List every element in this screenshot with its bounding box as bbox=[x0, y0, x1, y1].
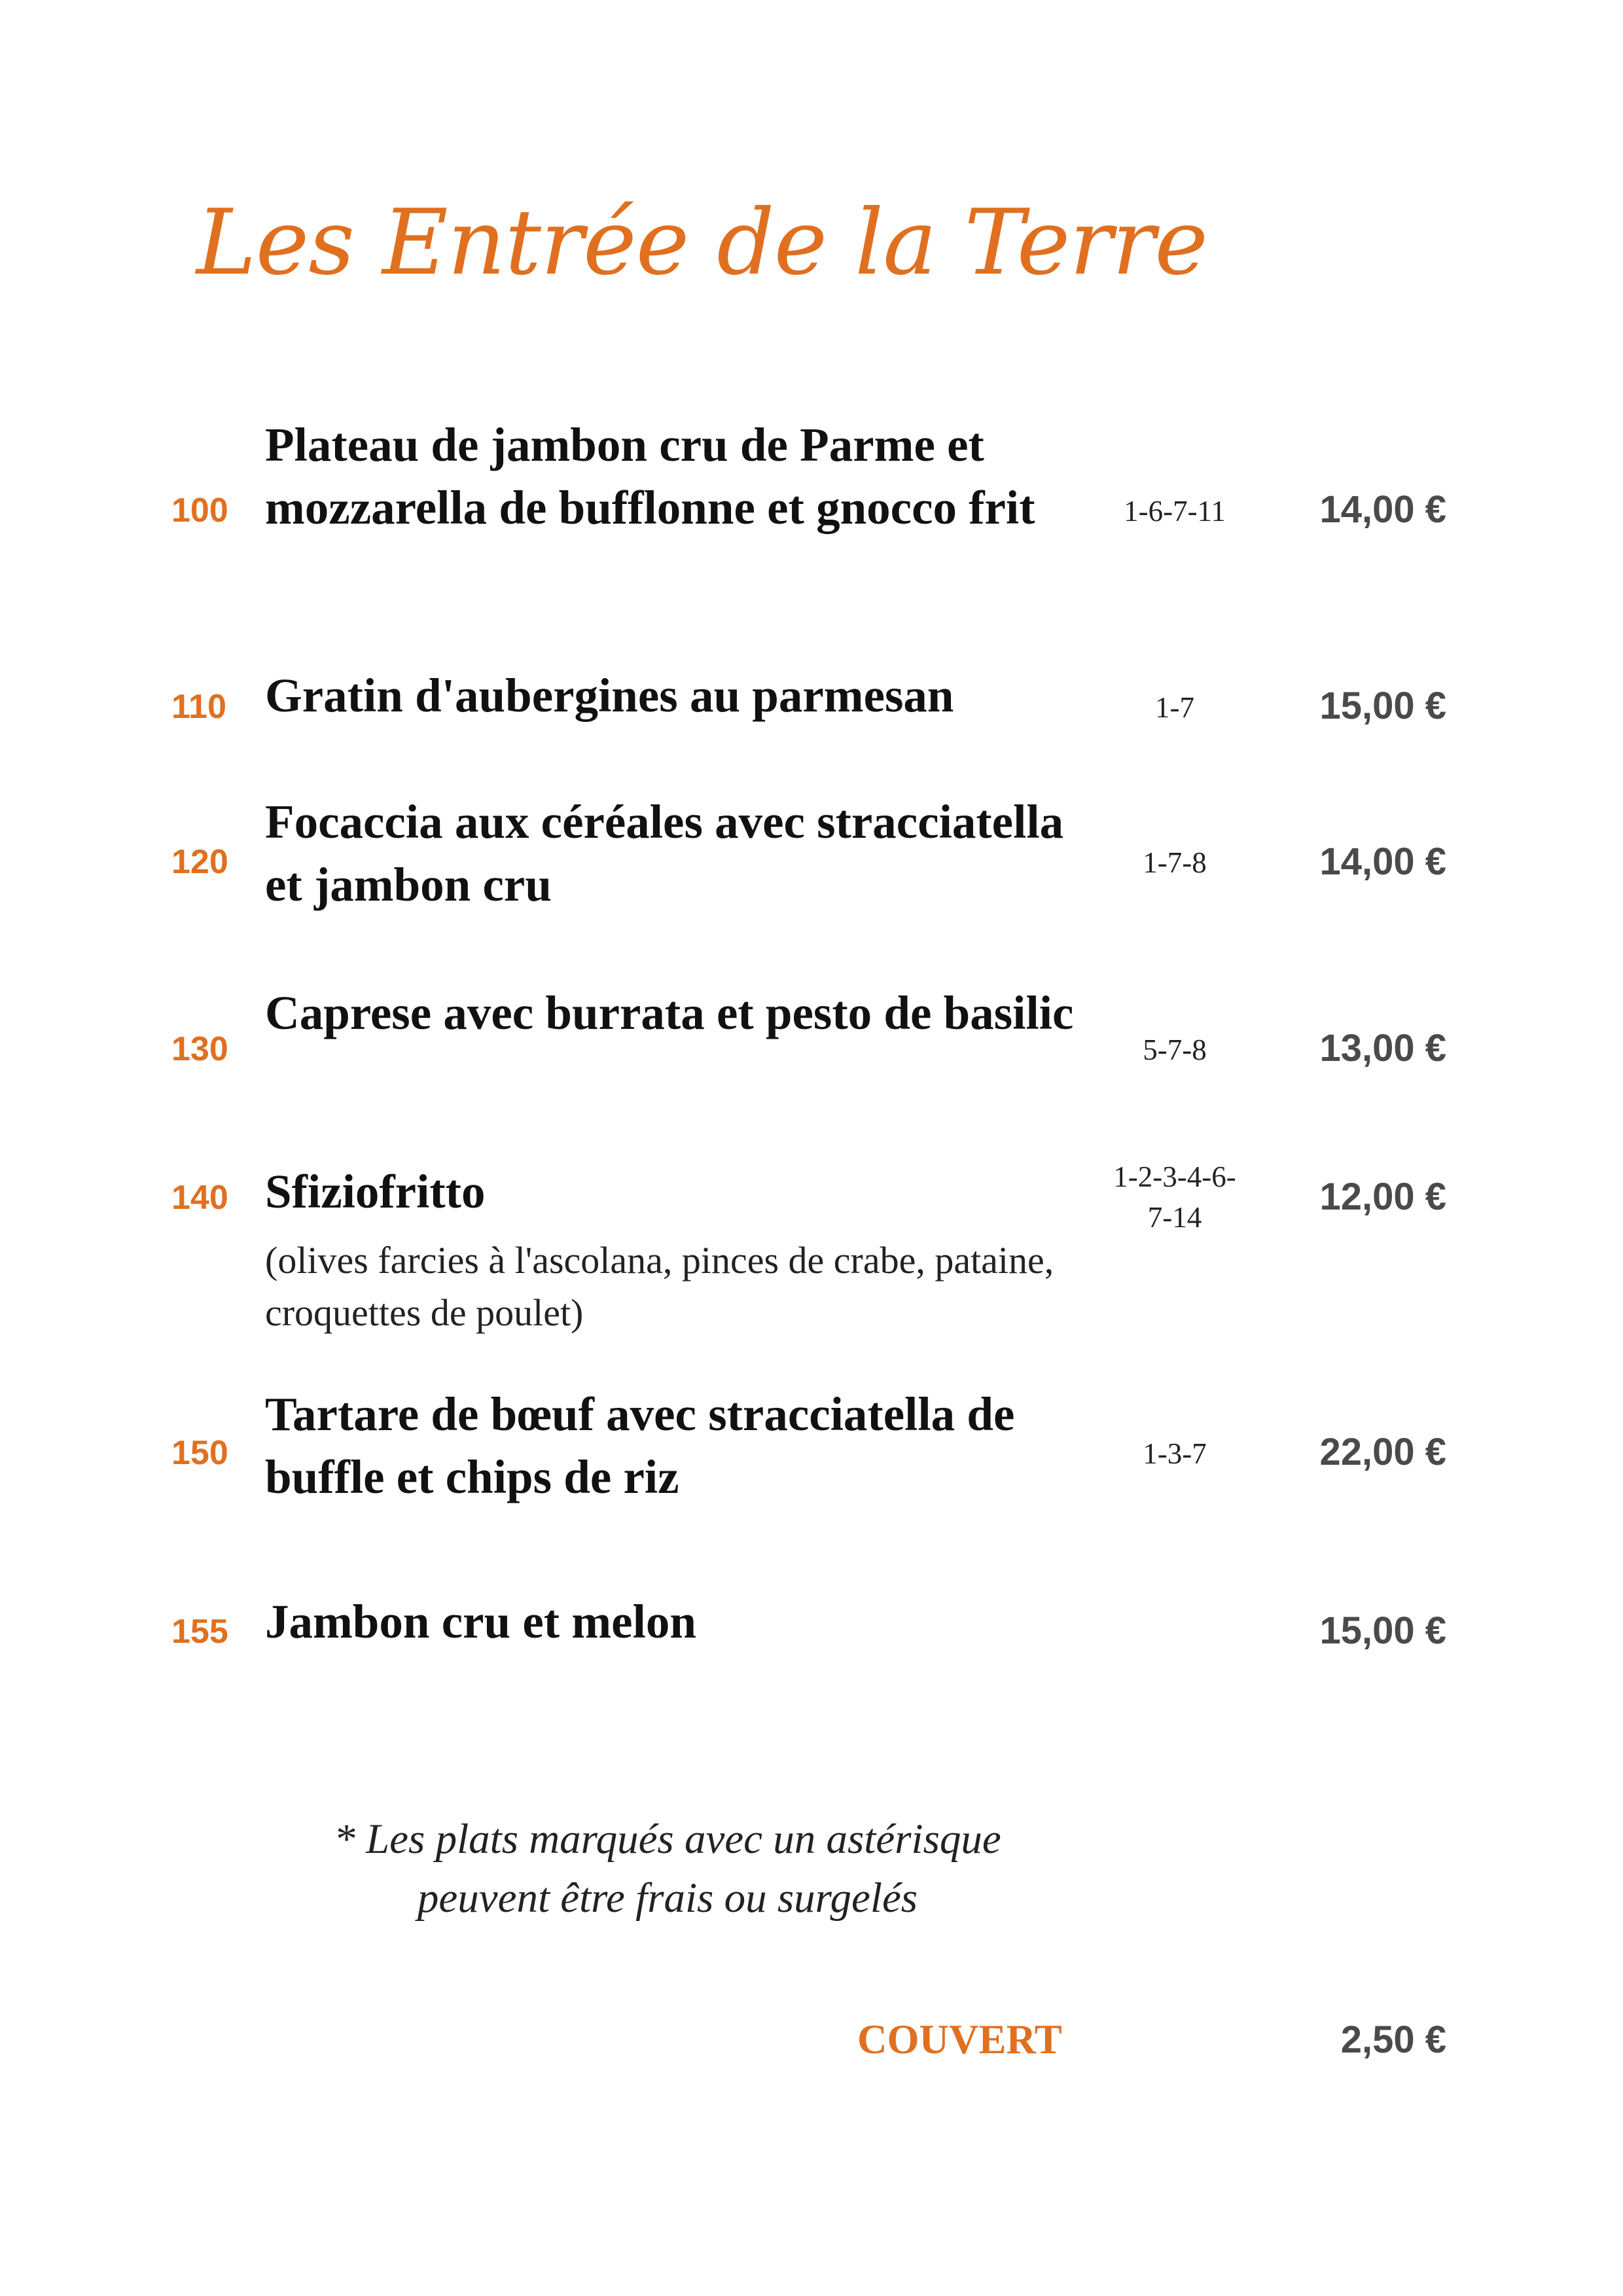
item-price: 13,00 € bbox=[1319, 1027, 1446, 1069]
item-price: 14,00 € bbox=[1319, 488, 1446, 531]
item-name: Sfiziofritto bbox=[265, 1165, 486, 1218]
item-price: 12,00 € bbox=[1319, 1175, 1446, 1218]
item-price: 14,00 € bbox=[1319, 840, 1446, 883]
couvert-price: 2,50 € bbox=[1340, 2018, 1446, 2061]
item-code: 100 bbox=[171, 492, 228, 529]
couvert-label: COUVERT bbox=[857, 2017, 1062, 2062]
item-code: 155 bbox=[171, 1613, 228, 1651]
item-name: Focaccia aux céréales avec stracciatella et jambon cru bbox=[265, 795, 1064, 911]
item-code: 140 bbox=[171, 1179, 228, 1217]
item-description: (olives farcies à l'ascolana, pinces de crabe, pataine, croquettes de poulet) bbox=[265, 1239, 1054, 1334]
page-title: Les Entrée de la Terre bbox=[196, 190, 1207, 295]
note-line: * Les plats marqués avec un astérisque bbox=[334, 1816, 1001, 1863]
item-code: 150 bbox=[171, 1434, 228, 1472]
item-name: Jambon cru et melon bbox=[265, 1595, 696, 1648]
item-name: Plateau de jambon cru de Parme et mozzarella de bufflonne et gnocco frit bbox=[265, 418, 1035, 534]
item-allergens: 1-7 bbox=[1155, 691, 1194, 724]
item-allergens: 1-6-7-11 bbox=[1124, 495, 1226, 528]
item-allergens: 1-7-8 bbox=[1143, 846, 1207, 879]
item-allergens: 1-3-7 bbox=[1143, 1437, 1207, 1470]
item-name: Gratin d'aubergines au parmesan bbox=[265, 669, 954, 722]
item-name: Caprese avec burrata et pesto de basilic bbox=[265, 986, 1074, 1039]
item-price: 15,00 € bbox=[1319, 685, 1446, 727]
item-name: Tartare de bœuf avec stracciatella de buffle et chips de riz bbox=[265, 1388, 1015, 1503]
item-allergens: 5-7-8 bbox=[1143, 1033, 1207, 1066]
item-price: 15,00 € bbox=[1319, 1609, 1446, 1652]
item-allergens: 1-2-3-4-6-7-14 bbox=[1113, 1160, 1236, 1234]
note-line: peuvent être frais ou surgelés bbox=[417, 1874, 918, 1922]
frozen-dishes-note bbox=[262, 1810, 1073, 1928]
item-code: 120 bbox=[171, 843, 228, 881]
item-price: 22,00 € bbox=[1319, 1431, 1446, 1473]
item-code: 110 bbox=[171, 688, 226, 726]
item-code: 130 bbox=[171, 1030, 228, 1068]
